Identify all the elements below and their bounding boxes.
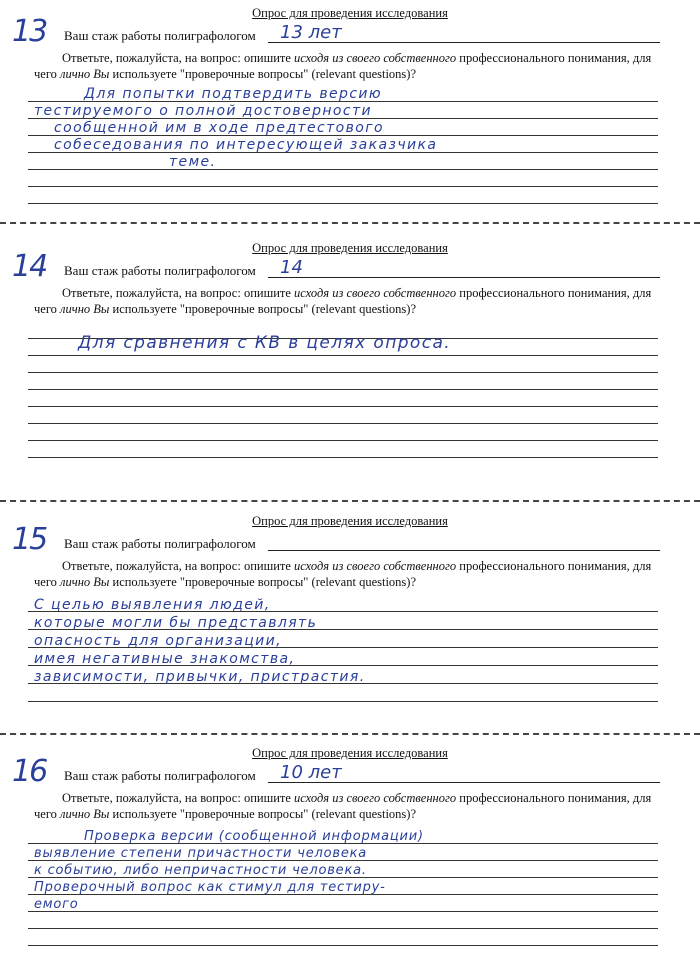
answer-line: зависимости, привычки, пристрастия. (34, 669, 366, 685)
answer-line: сообщенной им в ходе предтестового (54, 120, 384, 136)
answer-line: тестируемого о полной достоверности (34, 103, 373, 119)
cut-line (0, 733, 700, 735)
answer-line: к событию, либо непричастности человека. (34, 863, 367, 878)
question-text: Ответьте, пожалуйста, на вопрос: опишите исходя из своего собственного профессионального понимания, для чего лично Вы используете "проверочные вопросы" (relevant questions)? (34, 559, 652, 589)
handwritten-answer (34, 335, 664, 355)
answer-rule (28, 203, 658, 204)
survey-form-13 (0, 0, 700, 230)
experience-value: 13 лет (280, 22, 342, 43)
answer-line: емого (34, 897, 79, 912)
answer-line: теме. (169, 154, 217, 170)
answer-rule (28, 372, 658, 373)
answer-rule (28, 928, 658, 929)
experience-field-line (268, 550, 660, 551)
answer-rule (28, 440, 658, 441)
handwritten-answer (34, 828, 664, 913)
answer-line: которые могли бы представлять (34, 615, 318, 631)
answer-line: выявление степени причастности человека (34, 846, 368, 861)
survey-form-16 (0, 740, 700, 962)
answer-line: С целью выявления людей, (34, 597, 271, 613)
handwritten-form-number: 16 (12, 754, 47, 789)
answer-line: Для попытки подтвердить версию (84, 86, 383, 102)
survey-form-15 (0, 508, 700, 738)
answer-line: имея негативные знакомства, (34, 651, 296, 667)
handwritten-form-number: 15 (12, 522, 47, 557)
experience-label: Ваш стаж работы полиграфологом (64, 768, 256, 783)
answer-rule (28, 389, 658, 390)
answer-rule (28, 945, 658, 946)
experience-label: Ваш стаж работы полиграфологом (64, 536, 256, 551)
experience-value: 10 лет (280, 762, 342, 783)
handwritten-answer (34, 86, 664, 171)
answer-rule (28, 186, 658, 187)
experience-value: 14 (280, 257, 303, 278)
experience-label: Ваш стаж работы полиграфологом (64, 28, 256, 43)
handwritten-form-number: 13 (12, 14, 47, 49)
handwritten-form-number: 14 (12, 249, 47, 284)
question-text: Ответьте, пожалуйста, на вопрос: опишите исходя из своего собственного профессионального понимания, для чего лично Вы используете "проверочные вопросы" (relevant questions)? (34, 791, 652, 821)
answer-line: Для сравнения с КВ в целях опроса. (78, 335, 452, 353)
experience-label: Ваш стаж работы полиграфологом (64, 263, 256, 278)
answer-line: опасность для организации, (34, 633, 283, 649)
answer-rule (28, 701, 658, 702)
survey-form-14 (0, 235, 700, 500)
form-title: Опрос для проведения исследования (252, 746, 448, 760)
answer-rule (28, 457, 658, 458)
experience-field-line (268, 277, 660, 278)
handwritten-answer (34, 596, 664, 686)
answer-line: Проверочный вопрос как стимул для тестиру- (34, 880, 386, 895)
form-title: Опрос для проведения исследования (252, 241, 448, 255)
answer-rule (28, 423, 658, 424)
answer-rule (28, 406, 658, 407)
form-title: Опрос для проведения исследования (252, 514, 448, 528)
question-text: Ответьте, пожалуйста, на вопрос: опишите исходя из своего собственного профессионального понимания, для чего лично Вы используете "проверочные вопросы" (relevant questions)? (34, 51, 652, 81)
form-title: Опрос для проведения исследования (252, 6, 448, 20)
cut-line (0, 222, 700, 224)
answer-line: собеседования по интересующей заказчика (54, 137, 438, 153)
answer-line: Проверка версии (сообщенной информации) (84, 829, 424, 844)
answer-rule (28, 355, 658, 356)
cut-line (0, 500, 700, 502)
question-text: Ответьте, пожалуйста, на вопрос: опишите исходя из своего собственного профессионального понимания, для чего лично Вы используете "проверочные вопросы" (relevant questions)? (34, 286, 652, 316)
